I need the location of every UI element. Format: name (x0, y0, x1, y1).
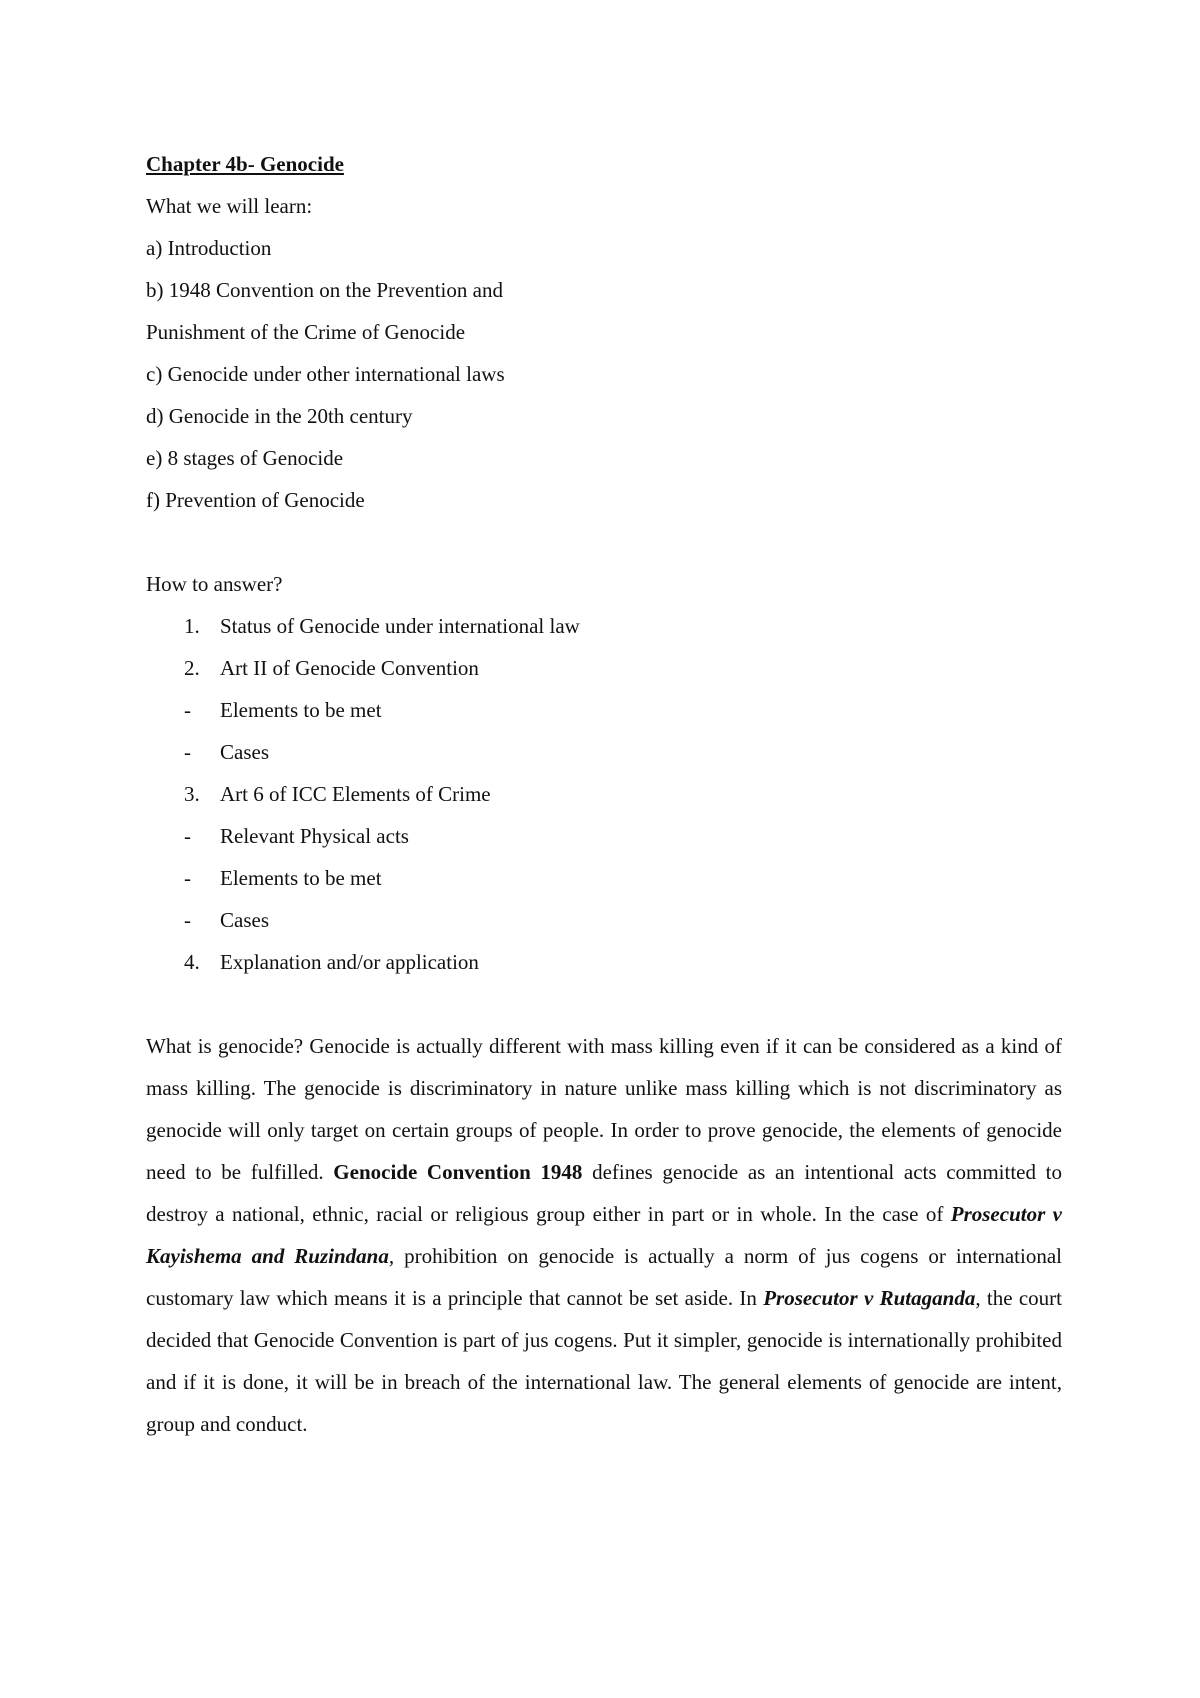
step-marker: - (184, 866, 191, 890)
step-text: Elements to be met (220, 866, 382, 890)
paragraph-text: What is genocide? Genocide is actually different with mass killing even if it can be considered as a kind of mass killing. The genocide is discriminatory in nature unlike mass killing which is not discriminatory as genocide will only target on certain groups of people. In order to prove genocide, the elements of genocide need to be fulfilled. (146, 1034, 1062, 1184)
answer-step (146, 857, 1062, 899)
case-name: Prosecutor v Kayishema and Ruzindana (146, 1202, 1062, 1268)
answer-step (146, 605, 1062, 647)
step-marker: 4. (184, 950, 200, 974)
step-marker: - (184, 698, 191, 722)
topic-item: c) Genocide under other international laws (146, 362, 505, 386)
step-text: Art II of Genocide Convention (220, 656, 479, 680)
topic-item: e) 8 stages of Genocide (146, 446, 344, 470)
topic-item: a) Introduction (146, 236, 272, 260)
case-name: Prosecutor v Rutaganda (763, 1286, 976, 1310)
paragraph-text: defines genocide as an intentional acts committed to destroy a national, ethnic, racial or religious group either in part or in whole. In the case of (146, 1160, 1062, 1226)
chapter-title: Chapter 4b- Genocide (146, 152, 344, 176)
answer-step (146, 731, 1062, 773)
topic-item: d) Genocide in the 20th century (146, 404, 413, 428)
paragraph-text: , prohibition on genocide is actually a norm of jus cogens or international customary law which means it is a principle that cannot be set aside. In (146, 1244, 1062, 1310)
step-marker: - (184, 908, 191, 932)
step-text: Explanation and/or application (220, 950, 479, 974)
body-paragraph (146, 1025, 1062, 1445)
blank-line (146, 521, 1062, 563)
topic-item: f) Prevention of Genocide (146, 488, 365, 512)
paragraph-text: , the court decided that Genocide Convention is part of jus cogens. Put it simpler, genocide is internationally prohibited and if it is done, it will be in breach of the international law. The general elements of genocide are intent, group and conduct. (146, 1286, 1062, 1436)
how-to-answer-heading: How to answer? (146, 572, 283, 596)
document-body (146, 143, 1062, 1445)
step-marker: 3. (184, 782, 200, 806)
step-text: Cases (220, 740, 269, 764)
answer-step (146, 899, 1062, 941)
answer-step (146, 647, 1062, 689)
step-marker: - (184, 740, 191, 764)
step-text: Status of Genocide under international law (220, 614, 580, 638)
step-text: Cases (220, 908, 269, 932)
blank-line (146, 983, 1062, 1025)
answer-step (146, 689, 1062, 731)
convention-name: Genocide Convention 1948 (333, 1160, 583, 1184)
step-marker: 1. (184, 614, 200, 638)
answer-step (146, 773, 1062, 815)
step-text: Relevant Physical acts (220, 824, 409, 848)
intro-line: What we will learn: (146, 194, 313, 218)
step-text: Elements to be met (220, 698, 382, 722)
step-marker: - (184, 824, 191, 848)
step-text: Art 6 of ICC Elements of Crime (220, 782, 491, 806)
topic-item: b) 1948 Convention on the Prevention and (146, 278, 503, 302)
answer-step (146, 815, 1062, 857)
step-marker: 2. (184, 656, 200, 680)
answer-step (146, 941, 1062, 983)
topic-item: Punishment of the Crime of Genocide (146, 320, 466, 344)
